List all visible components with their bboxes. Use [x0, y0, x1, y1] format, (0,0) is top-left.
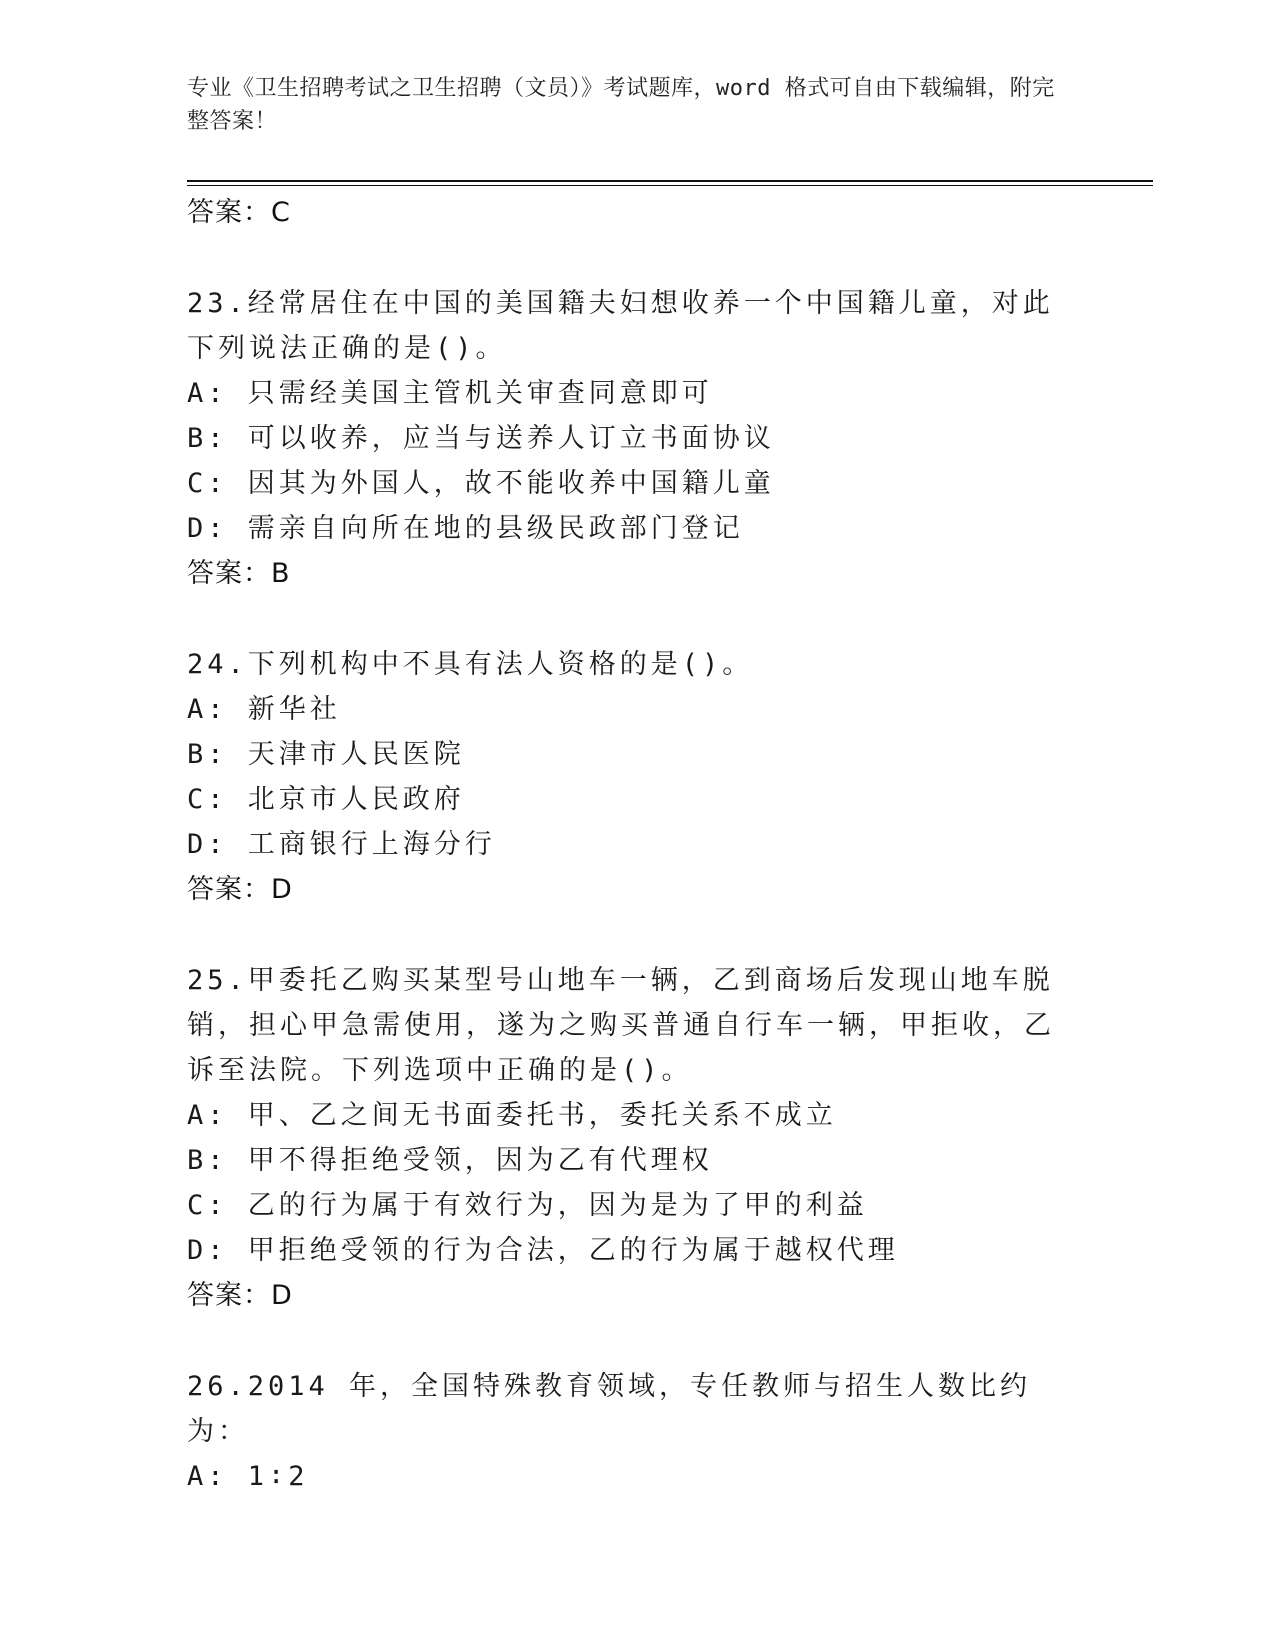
option-a: A: 新华社 — [187, 694, 341, 725]
option-c: C: 乙的行为属于有效行为，因为是为了甲的利益 — [187, 1190, 868, 1221]
question-text: 24.下列机构中不具有法人资格的是()。 — [187, 649, 754, 680]
option-c: C: 北京市人民政府 — [187, 784, 465, 815]
answer-line: 答案：C — [187, 197, 291, 228]
question-text: 23.经常居住在中国的美国籍夫妇想收养一个中国籍儿童，对此下列说法正确的是()。 — [187, 288, 1054, 364]
question-text: 25.甲委托乙购买某型号山地车一辆，乙到商场后发现山地车脱销，担心甲急需使用，遂为之购买普通自行车一辆，甲拒收，乙诉至法院。下列选项中正确的是()。 — [187, 965, 1055, 1086]
question-list — [187, 190, 1087, 1499]
option-b: B: 可以收养，应当与送养人订立书面协议 — [187, 423, 775, 454]
header-divider-thin — [187, 185, 1153, 186]
option-a: A: 甲、乙之间无书面委托书，委托关系不成立 — [187, 1100, 837, 1131]
document-header: 专业《卫生招聘考试之卫生招聘（文员）》考试题库，word 格式可自由下载编辑，附完整答案！ — [187, 76, 1055, 134]
option-b: B: 甲不得拒绝受领，因为乙有代理权 — [187, 1145, 713, 1176]
header-divider-thick — [187, 180, 1153, 182]
option-d: D: 需亲自向所在地的县级民政部门登记 — [187, 513, 744, 544]
option-a: A: 1∶2 — [187, 1461, 309, 1492]
option-d: D: 工商银行上海分行 — [187, 829, 496, 860]
option-b: B: 天津市人民医院 — [187, 739, 465, 770]
question-block-25 — [187, 958, 1087, 1318]
question-block-26 — [187, 1364, 1087, 1499]
question-block-24 — [187, 642, 1087, 912]
option-c: C: 因其为外国人，故不能收养中国籍儿童 — [187, 468, 775, 499]
answer-line: 答案：B — [187, 558, 291, 589]
answer-line: 答案：D — [187, 1280, 293, 1311]
question-text: 26.2014 年，全国特殊教育领域，专任教师与招生人数比约为： — [187, 1371, 1032, 1447]
question-block-23 — [187, 281, 1087, 596]
option-d: D: 甲拒绝受领的行为合法，乙的行为属于越权代理 — [187, 1235, 899, 1266]
answer-line: 答案：D — [187, 874, 293, 905]
option-a: A: 只需经美国主管机关审查同意即可 — [187, 378, 713, 409]
